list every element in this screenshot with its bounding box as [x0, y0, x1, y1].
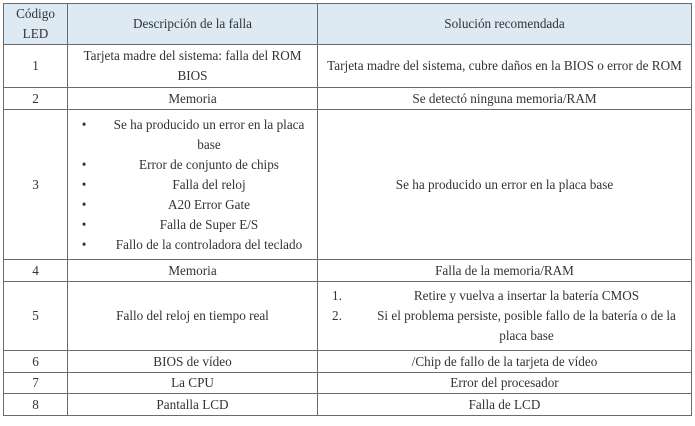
solution-numbered-list — [322, 286, 687, 346]
description-cell: Pantalla LCD — [68, 394, 318, 416]
header-solution: Solución recomendada — [318, 4, 692, 45]
list-item — [322, 306, 687, 346]
list-number: 1. — [332, 288, 342, 303]
solution-cell — [318, 282, 692, 351]
header-code: Código LED — [4, 4, 68, 45]
solution-cell: Se detectó ninguna memoria/RAM — [318, 88, 692, 110]
description-cell: La CPU — [68, 373, 318, 394]
list-item — [72, 155, 314, 175]
solution-cell: Se ha producido un error en la placa base — [318, 110, 692, 260]
header-description: Descripción de la falla — [68, 4, 318, 45]
table-row — [4, 282, 692, 351]
list-item — [72, 195, 314, 215]
list-item-text: Falla de Super E/S — [159, 216, 259, 232]
description-cell — [68, 110, 318, 260]
bullet-icon: • — [81, 236, 87, 252]
led-code-cell: 8 — [4, 394, 68, 416]
description-cell: Fallo del reloj en tiempo real — [68, 282, 318, 351]
solution-cell: Falla de LCD — [318, 394, 692, 416]
bullet-icon: • — [81, 116, 87, 132]
led-code-table — [3, 3, 692, 416]
list-item — [72, 115, 314, 155]
bullet-icon: • — [81, 156, 87, 172]
solution-cell: Falla de la memoria/RAM — [318, 260, 692, 282]
list-item-text: Falla del reloj — [172, 176, 246, 192]
list-item-text: Error de conjunto de chips — [139, 156, 279, 172]
solution-cell: /Chip de fallo de la tarjeta de vídeo — [318, 351, 692, 373]
solution-cell: Error del procesador — [318, 373, 692, 394]
description-cell: Memoria — [68, 88, 318, 110]
table-row — [4, 110, 692, 260]
list-item-text: Retire y vuelva a insertar la batería CMOS — [413, 288, 640, 303]
bullet-icon: • — [81, 216, 87, 232]
list-item — [72, 215, 314, 235]
table-row — [4, 351, 692, 373]
led-code-cell: 3 — [4, 110, 68, 260]
list-item-text: Se ha producido un error en la placa base — [113, 116, 305, 152]
list-item — [72, 175, 314, 195]
led-code-cell: 1 — [4, 45, 68, 88]
list-number: 2. — [332, 308, 342, 323]
table-row — [4, 394, 692, 416]
table-row — [4, 45, 692, 88]
table-header-row — [4, 4, 692, 45]
list-item-text: Fallo de la controladora del teclado — [115, 236, 303, 252]
solution-cell: Tarjeta madre del sistema, cubre daños en la BIOS o error de ROM — [318, 45, 692, 88]
table-row — [4, 260, 692, 282]
led-code-cell: 7 — [4, 373, 68, 394]
bullet-icon: • — [81, 176, 87, 192]
led-code-table-wrapper — [3, 3, 692, 416]
list-item-text: A20 Error Gate — [167, 196, 251, 212]
led-code-cell: 5 — [4, 282, 68, 351]
list-item — [72, 235, 314, 255]
description-bullet-list — [72, 115, 314, 255]
list-item — [322, 286, 687, 306]
description-cell: Tarjeta madre del sistema: falla del ROM BIOS — [68, 45, 318, 88]
description-cell: Memoria — [68, 260, 318, 282]
led-code-cell: 4 — [4, 260, 68, 282]
led-code-cell: 6 — [4, 351, 68, 373]
table-row — [4, 373, 692, 394]
list-item-text: Si el problema persiste, posible fallo de la batería o de la placa base — [377, 308, 676, 343]
bullet-icon: • — [81, 196, 87, 212]
description-cell: BIOS de vídeo — [68, 351, 318, 373]
led-code-cell: 2 — [4, 88, 68, 110]
table-row — [4, 88, 692, 110]
